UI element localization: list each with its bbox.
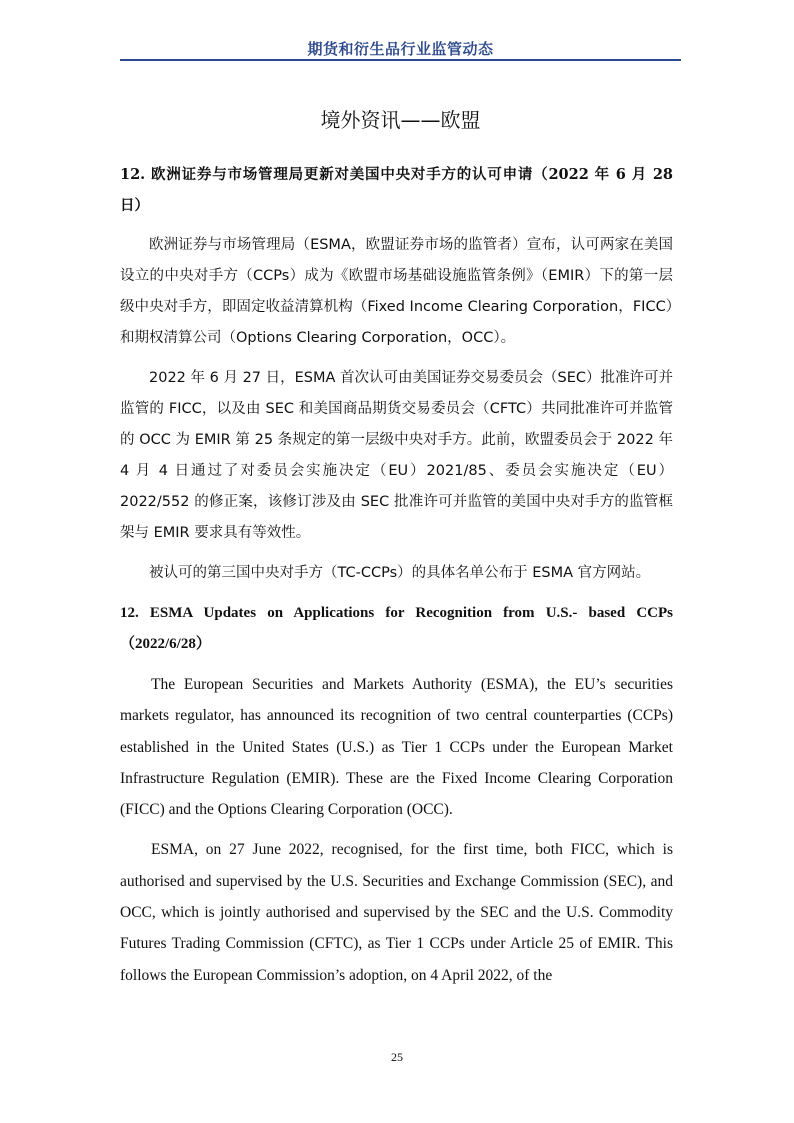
document-body	[120, 159, 673, 991]
article-heading-en: 12. ESMA Updates on Applications for Recognition from U.S.- based CCPs （2022/6/28）	[120, 605, 673, 652]
section-title: 境外资讯——欧盟	[320, 108, 481, 132]
paragraph-cn-3: 被认可的第三国中央对手方（TC-CCPs）的具体名单公布于 ESMA 官方网站。	[149, 565, 651, 581]
paragraph-cn-1: 欧洲证券与市场管理局（ESMA，欧盟证券市场的监管者）宣布，认可两家在美国设立的中央对手方（CCPs）成为《欧盟市场基础设施监管条例》（EMIR）下的第一层级中央对手方，即固定收益清算机构（Fixed Income Clearing Corporation，FICC）和期权清算公司（Options Clearing Corporation，OCC）。	[120, 237, 673, 346]
article-heading-cn: 12. 欧洲证券与市场管理局更新对美国中央对手方的认可申请（2022 年 6 月 28 日）	[120, 166, 673, 214]
paragraph-cn-2: 2022 年 6 月 27 日，ESMA 首次认可由美国证券交易委员会（SEC）批准许可并监管的 FICC，以及由 SEC 和美国商品期货交易委员会（CFTC）共同批准许可并监管的 OCC 为 EMIR 第 25 条规定的第一层级中央对手方。此前，欧盟委员会于 2022 年 4 月 4 日通过了对委员会实施决定（EU）2021/85、委员会实施决定（EU）2022/552 的修正案，该修订涉及由 SEC 批准许可并监管的美国中央对手方的监管框架与 EMIR 要求具有等效性。	[120, 370, 674, 541]
paragraph-en-1: The European Securities and Markets Authority (ESMA), the EU’s securities markets regulator, has announced its recognition of two central counterparties (CCPs) established in the United States (U.S.) as Tier 1 CCPs under the European Market Infrastructure Regulation (EMIR). These are the Fixed Income Clearing Corporation (FICC) and the Options Clearing Corporation (OCC).	[120, 676, 673, 819]
running-header: 期货和衍生品行业监管动态	[307, 40, 494, 58]
header-divider	[120, 59, 681, 61]
paragraph-en-2: ESMA, on 27 June 2022, recognised, for the first time, both FICC, which is authorised and supervised by the U.S. Securities and Exchange Commission (SEC), and OCC, which is jointly authorised and supervised by the SEC and the U.S. Commodity Futures Trading Commission (CFTC), as Tier 1 CCPs under Article 25 of EMIR. This follows the European Commission’s adoption, on 4 April 2022, of the	[120, 841, 673, 984]
page-number: 25	[391, 1050, 403, 1064]
